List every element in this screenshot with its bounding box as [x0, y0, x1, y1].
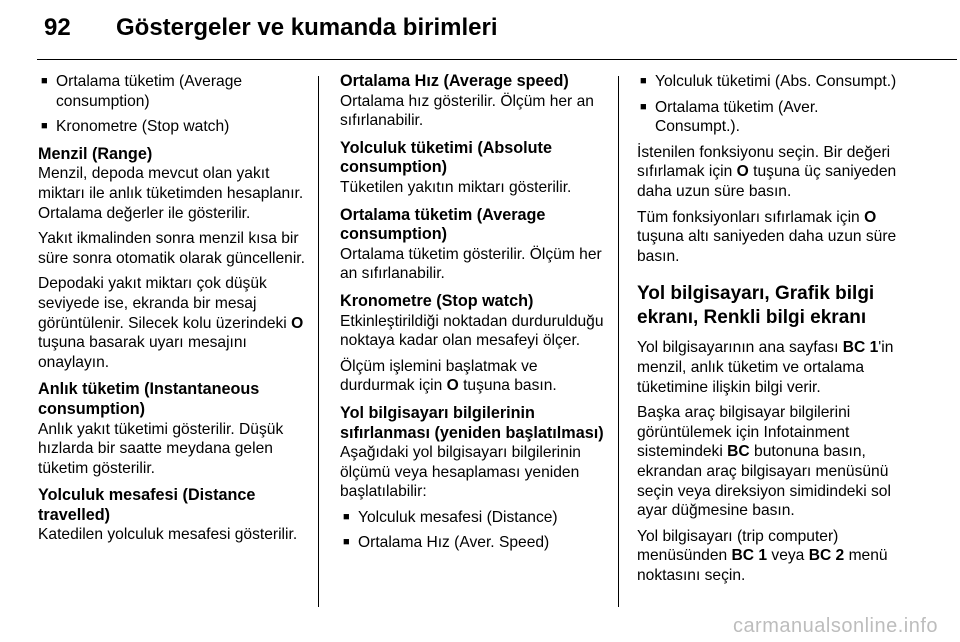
paragraph: Katedilen yolculuk mesafesi gösterilir. — [38, 526, 298, 544]
paragraph: Tüm fonksiyonları sıfırlamak için O tuşuna altı saniyeden daha uzun süre basın. — [637, 208, 897, 265]
instant-heading: Anlık tüketim (Instantaneous consumption) — [38, 380, 260, 418]
list-item: ■ Yolculuk mesafesi (Distance) — [340, 508, 612, 528]
header-rule — [37, 59, 957, 60]
paragraph: Yol bilgisayarı (trip computer) menüsünden BC 1 veya BC 2 menü noktasını seçin. — [637, 527, 888, 584]
column-divider — [318, 76, 319, 607]
stop-watch-heading: Kronometre (Stop watch) — [340, 291, 534, 310]
paragraph: Aşağıdaki yol bilgisayarı bilgilerinin ölçümü veya hesaplaması yeniden başlatılabilir: — [340, 444, 581, 501]
bullet-list — [637, 72, 905, 137]
paragraph: Ortalama tüketim gösterilir. Ölçüm her an sıfırlanabilir. — [340, 245, 602, 283]
paragraph: İstenilen fonksiyonu seçin. Bir değeri sıfırlamak için O tuşuna üç saniyeden daha uzun süre basın. — [637, 143, 897, 200]
paragraph: Ölçüm işlemini başlatmak ve durdurmak için O tuşuna basın. — [340, 357, 557, 395]
bullet-list — [340, 508, 612, 553]
key-label: O — [736, 163, 749, 181]
reset-heading: Yol bilgisayarı bilgilerinin sıfırlanması (yeniden başlatılması) — [340, 403, 604, 442]
list-item: ■ Kronometre (Stop watch) — [38, 117, 310, 137]
key-label: BC 1 — [842, 339, 879, 357]
list-item: ■ Ortalama Hız (Aver. Speed) — [340, 533, 612, 553]
paragraph: Başka araç bilgisayar bilgilerini görüntülemek için Infotainment sistemindeki BC butonuna basın, ekrandan araç bilgisayarı menüsünü seçin veya direksiyon simidindeki sol ayar düğmesine basın. — [637, 404, 891, 520]
paragraph: Yakıt ikmalinden sonra menzil kısa bir süre sonra otomatik olarak güncellenir. — [38, 230, 305, 267]
page-title: Göstergeler ve kumanda birimleri — [116, 14, 498, 41]
list-item: ■ Ortalama tüketim (Aver. Consumpt.). — [637, 98, 905, 137]
list-item: ■ Ortalama tüketim (Average consumption) — [38, 72, 310, 111]
list-item: ■ Yolculuk tüketimi (Abs. Consumpt.) — [637, 72, 905, 92]
key-label: O — [291, 314, 304, 332]
key-label: O — [446, 377, 459, 395]
paragraph: Ortalama hız gösterilir. Ölçüm her an sıfırlanabilir. — [340, 92, 594, 130]
abs-consumption-heading: Yolculuk tüketimi (Absolute consumption) — [340, 138, 552, 177]
key-label: O — [864, 208, 877, 226]
distance-heading: Yolculuk mesafesi (Distance travelled) — [38, 486, 256, 524]
column-divider — [618, 76, 619, 607]
avg-consumption-heading: Ortalama tüketim (Average consumption) — [340, 205, 546, 244]
column-1 — [38, 72, 310, 551]
range-heading: Menzil (Range) — [38, 144, 153, 163]
bullet-list — [38, 72, 310, 137]
page-number: 92 — [44, 14, 71, 41]
page-header — [0, 0, 960, 60]
paragraph: Menzil, depoda mevcut olan yakıt miktarı ile anlık tüketimden hesaplanır. Ortalama değerler ile gösterilir. — [38, 165, 304, 222]
section-heading: Yol bilgisayarı, Grafik bilgi ekranı, Renkli bilgi ekranı — [637, 283, 875, 329]
column-2 — [340, 72, 612, 559]
paragraph: Yol bilgisayarının ana sayfası BC 1'in menzil, anlık tüketim ve ortalama tüketimine ilişkin bilgi verir. — [637, 339, 894, 396]
watermark: carmanualsonline.info — [732, 615, 938, 637]
key-label: BC 2 — [808, 547, 845, 565]
paragraph: Etkinleştirildiği noktadan durdurulduğu noktaya kadar olan mesafeyi ölçer. — [340, 312, 604, 350]
paragraph: Depodaki yakıt miktarı çok düşük seviyede ise, ekranda bir mesaj görüntülenir. Silecek kolu üzerindeki O tuşuna basarak uyarı mesajını onaylayın. — [38, 275, 304, 371]
column-3 — [637, 72, 905, 591]
paragraph: Tüketilen yakıtın miktarı gösterilir. — [340, 178, 572, 196]
key-label: BC 1 — [731, 547, 768, 565]
paragraph: Anlık yakıt tüketimi gösterilir. Düşük hızlarda bir saatte meydana gelen tüketim gösterilir. — [38, 420, 284, 477]
key-label: BC — [727, 443, 750, 461]
avg-speed-heading: Ortalama Hız (Average speed) — [340, 72, 569, 90]
